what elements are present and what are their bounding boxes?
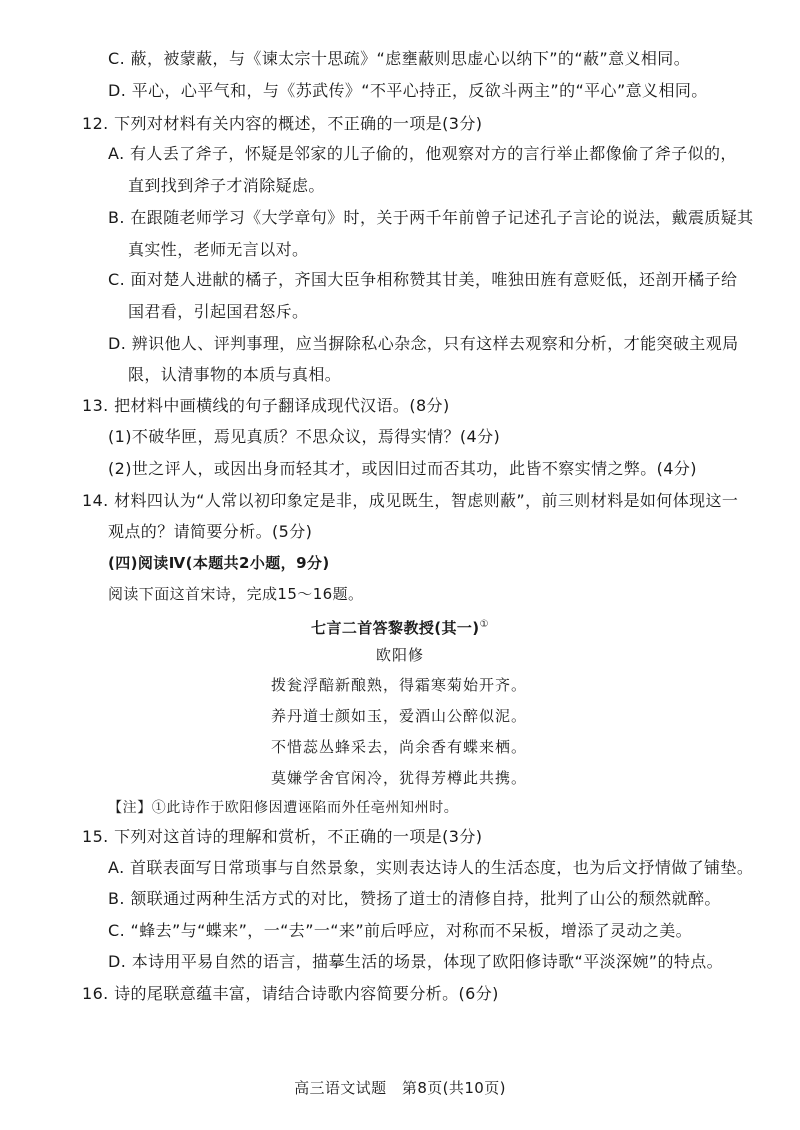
poem-line-2: 养丹道士颜如玉，爱酒山公醉似泥。 bbox=[271, 707, 528, 725]
section-4-heading: (四)阅读Ⅳ(本题共2小题，9分) bbox=[108, 554, 330, 572]
q15-option-c: C. “蜂去”与“蝶来”，一“去”一“来”前后呼应，对称而不呆板，增添了灵动之美。 bbox=[108, 921, 693, 940]
poem-footnote-mark: ① bbox=[479, 619, 489, 630]
q13-item-2: (2)世之评人，或因出身而轻其才，或因旧过而否其功，此皆不察实情之弊。(4分) bbox=[108, 459, 697, 478]
q14-line-2: 观点的？请简要分析。(5分) bbox=[108, 522, 313, 541]
q11-option-c: C. 蔽，被蒙蔽，与《谏太宗十思疏》“虑壅蔽则思虚心以纳下”的“蔽”意义相同。 bbox=[108, 49, 691, 68]
q14-line-1: 14. 材料四认为“人常以初印象定是非，成见既生，智虑则蔽”，前三则材料是如何体现这一 bbox=[82, 491, 739, 510]
section-4-instruction: 阅读下面这首宋诗，完成15～16题。 bbox=[108, 585, 364, 603]
poem-line-1: 拨瓮浮醅新酿熟，得霜寒菊始开齐。 bbox=[271, 676, 528, 694]
page-footer: 高三语文试题 第8页(共10页) bbox=[294, 1079, 506, 1097]
poem-line-3: 不惜蕊丛蜂采去，尚余香有蝶来栖。 bbox=[271, 738, 528, 756]
q12-option-b-line2: 真实性，老师无言以对。 bbox=[128, 240, 309, 259]
q16-stem: 16. 诗的尾联意蕴丰富，请结合诗歌内容简要分析。(6分) bbox=[82, 984, 499, 1003]
q15-option-a: A. 首联表面写日常琐事与自然景象，实则表达诗人的生活态度，也为后文抒情做了铺垫。 bbox=[108, 858, 754, 877]
q12-option-a-line1: A. 有人丢了斧子，怀疑是邻家的儿子偷的，他观察对方的言行举止都像偷了斧子似的， bbox=[108, 144, 737, 163]
q12-stem: 12. 下列对材料有关内容的概述，不正确的一项是(3分) bbox=[82, 114, 483, 133]
q12-option-c-line1: C. 面对楚人进献的橘子，齐国大臣争相称赞其甘美，唯独田旌有意贬低，还剖开橘子给 bbox=[108, 270, 738, 289]
q11-option-d: D. 平心，心平气和，与《苏武传》“不平心持正，反欲斗两主”的“平心”意义相同。 bbox=[108, 81, 708, 100]
q13-stem: 13. 把材料中画横线的句子翻译成现代汉语。(8分) bbox=[82, 396, 450, 415]
poem-title-text: 七言二首答黎教授(其一) bbox=[311, 619, 480, 637]
q15-option-d: D. 本诗用平易自然的语言，描摹生活的场景，体现了欧阳修诗歌“平淡深婉”的特点。 bbox=[108, 952, 724, 971]
poem-author: 欧阳修 bbox=[375, 646, 424, 664]
poem-title bbox=[0, 614, 800, 639]
q12-option-b-line1: B. 在跟随老师学习《大学章句》时，关于两千年前曾子记述孔子言论的说法，戴震质疑其 bbox=[108, 208, 754, 227]
q15-option-b: B. 颔联通过两种生活方式的对比，赞扬了道士的清修自持，批判了山公的颓然就醉。 bbox=[108, 889, 721, 908]
poem-note: 【注】①此诗作于欧阳修因遭诬陷而外任亳州知州时。 bbox=[108, 800, 459, 816]
q15-stem: 15. 下列对这首诗的理解和赏析，不正确的一项是(3分) bbox=[82, 827, 483, 846]
q12-option-a-line2: 直到找到斧子才消除疑虑。 bbox=[128, 176, 325, 195]
q12-option-d-line2: 限，认清事物的本质与真相。 bbox=[128, 365, 342, 384]
q13-item-1: (1)不破华匣，焉见真质？不思众议，焉得实情？(4分) bbox=[108, 427, 501, 446]
poem-line-4: 莫嫌学舍官闲冷，犹得芳樽此共携。 bbox=[271, 769, 528, 787]
q12-option-c-line2: 国君看，引起国君怒斥。 bbox=[128, 302, 309, 321]
q12-option-d-line1: D. 辨识他人、评判事理，应当摒除私心杂念，只有这样去观察和分析，才能突破主观局 bbox=[108, 334, 739, 353]
